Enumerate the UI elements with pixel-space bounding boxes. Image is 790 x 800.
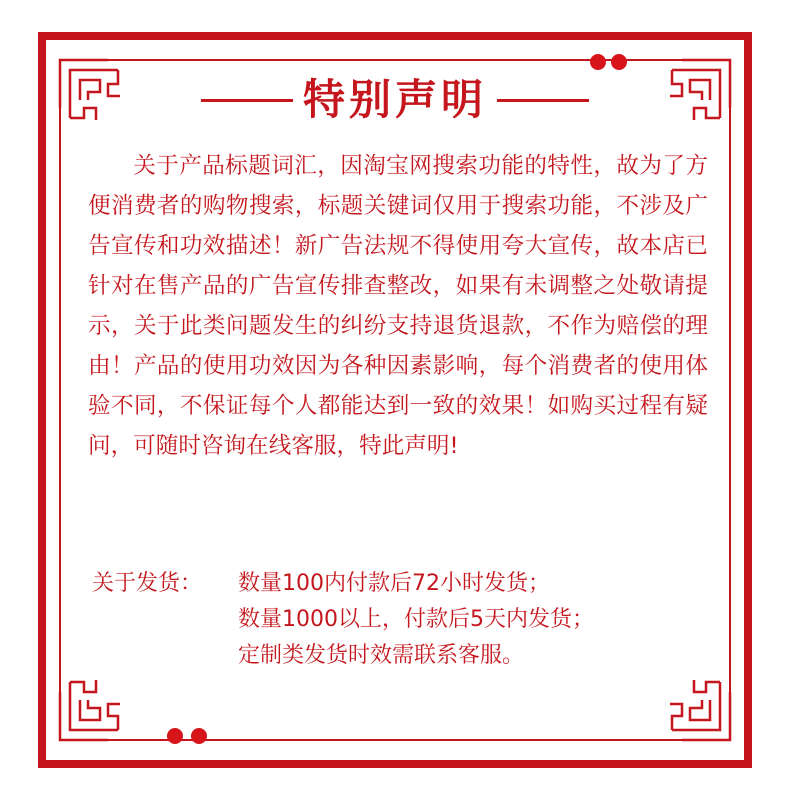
shipping-line: 数量100内付款后72小时发货； xyxy=(238,571,550,596)
title-left-line xyxy=(201,99,293,102)
shipping-row xyxy=(92,566,594,602)
shipping-label: 关于发货： xyxy=(92,571,203,596)
title-row xyxy=(0,70,790,130)
title-right-line xyxy=(497,99,589,102)
shipping-line: 定制类发货时效需联系客服。 xyxy=(238,643,525,668)
shipping-row xyxy=(92,602,594,638)
shipping-info xyxy=(92,566,594,674)
shipping-line: 数量1000以上，付款后5天内发货； xyxy=(238,607,594,632)
shipping-row xyxy=(92,638,594,674)
page-title: 特别声明 xyxy=(302,75,487,124)
statement-body: 关于产品标题词汇，因淘宝网搜索功能的特性，故为了方便消费者的购物搜索，标题关键词仅用于搜索功能，不涉及广告宣传和功效描述！新广告法规不得使用夸大宣传，故本店已针对在售产品的广告宣传排查整改，如果有未调整之处敬请提示，关于此类问题发生的纠纷支持退货退款，不作为赔偿的理由！产品的使用功效因为各种因素影响，每个消费者的使用体验不同，不保证每个人都能达到一致的效果！如购买过程有疑问，可随时咨询在线客服，特此声明! xyxy=(88,153,708,459)
